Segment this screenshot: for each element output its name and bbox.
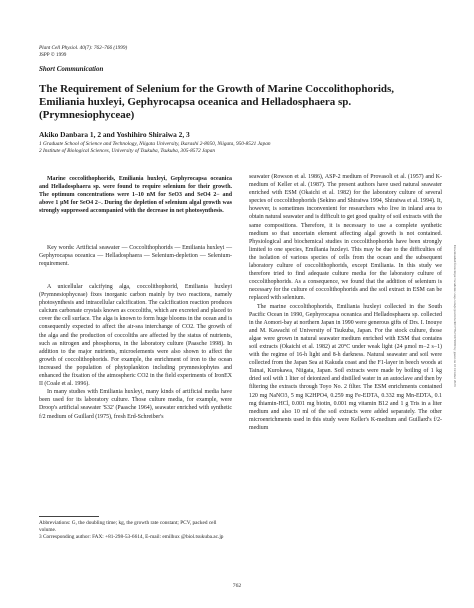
affiliations: [39, 141, 271, 155]
right-paragraph-2: The marine coccolithophorids, Emiliania huxleyi collected in the South Pacific Ocean in 1990, Gephyrocapsa oceanica and Helladosphaera sp. collected in the Aomori-bay at northern Japan in 1990 were generous gifts of Drs. I. Inouye and M. Kawachi of University of Tsukuba, Japan. For the stock culture, those algae were grown in natural seawater medium enriched with ESM that contains soil extracts (Okaichi et al. 1982) at 20°C under weak light (24 μmol m−2 s−1) with the regime of 16-h light and 8-h darkness. Natural seawater and soil were collected from the Japan Sea at Kakuda coast and the F1-layer in beech woods at Tainai, Kurokawa, Niigata, Japan. Soil extracts were made by boiling of 1 kg dried soil with 1 liter of deionized and distilled water in an autoclave and then by filtering the extracts through Toyo No. 2 filter. The ESM enrichments contained 120 mg NaNO3, 5 mg K2HPO4, 0.259 mg Fe-EDTA, 0.332 mg Mn-EDTA, 0.1 mg thiamin-HCl, 0.001 mg biotin, 0.001 mg vitamin B12 and 1 g Tris in a liter medium and also 10 ml of the soil extracts were added separately. The other microenrichments used in this study were Keller's K-medium and Guillard's f/2-medium: [249, 303, 442, 431]
journal-citation: Plant Cell Physiol. 40(7): 762–766 (1999): [39, 45, 128, 51]
keywords-text: Key words: Artificial seawater — Coccolithophorids — Emiliania huxleyi — Gephyrocapsa oceanica — Helladosphaera — Selenium-depletion — Selenium-requirement.: [39, 245, 232, 268]
affiliation-1: 1 Graduate School of Science and Technology, Niigata University, Ikarashi 2-8050, Niigata, 950-8521 Japan: [39, 141, 271, 147]
intro-paragraph-2: In many studies with Emiliania huxleyi, many kinds of artificial media have been used for its laboratory culture. Those culture media, for example, were Droop's artificial seawater 'S32' (Paasche 1964), seawater enriched with synthetic f/2 medium of Guillard (1975), fresh Erd-Schreiber's: [39, 389, 232, 420]
abstract-text: Marine coccolithophorids, Emiliania huxleyi, Gephyrocapsa oceanica and Helladosphaera sp. were found to require selenium for their growth. The optimum concentrations were 1–10 nM for SeO3 and SeO4 2− and above 1 μM for SeO4 2−. During the depletion of selenium algal growth was strongly suppressed accompanied with the decrease in net photosynthesis.: [39, 176, 232, 215]
keywords: [39, 244, 232, 268]
footnote-abbreviations: Abbreviations: G, the doubling time; kg, the growth rate constant; PCV, packed cell volume.: [39, 520, 217, 534]
download-watermark: Downloaded from https://academic.oup.com/pcp/article/40/7/762/1874589 by guest on 10 October 2023: [453, 245, 457, 387]
intro-paragraph-1: A unicellular calcifying alga, coccolithophorid, Emiliania huxleyi (Prymnesiophyceae) fixes inorganic carbon mainly by two reactions, namely photosynthesis and intracellular calcification. The calcification reaction produces calcium carbonate crystals known as coccoliths, which are excreted and placed to cover the cell surface. The alga is known to form huge blooms in the ocean and is consequently expected to affect the air-sea interchange of CO2. The growth of the alga and the production of coccoliths are affected by the status of nutrients, such as nitrogen and phosphorus, in the laboratory culture (Paasche 1998). In addition to the major nutrients, microelements were also shown to affect the growth of coccolithophorids. For example, the enrichment of iron to the ocean increased the population of phytoplankton including prymnesiophytes and enhanced the fixation of the atmospheric CO2 in the field experiments of IronEX II (Coale et al. 1996).: [39, 284, 232, 388]
introduction: [39, 283, 232, 421]
footnotes: [39, 520, 232, 542]
affiliation-2: 2 Institute of Biological Sciences, University of Tsukuba, Tsukuba, 305-8572 Japan: [39, 148, 216, 154]
footnote-divider: [39, 516, 99, 517]
author-line: Akiko Danbara 1, 2 and Yoshihiro Shiraiwa 2, 3: [39, 130, 190, 139]
paper-title: The Requirement of Selenium for the Growth of Marine Coccolithophorids, Emiliania huxleyi, Gephyrocapsa oceanica and Helladosphaera sp. (Prymnesiophyceae): [39, 83, 395, 121]
footnote-corresponding-author: 3 Corresponding author: FAX: +81-298-53-6614, E-mail: emilhux @biol.tsukuba.ac.jp: [39, 534, 224, 541]
page-number: 762: [232, 583, 242, 589]
right-paragraph-1: seawater (Rowson et al. 1986), ASP-2 medium of Provasoli et al. (1957) and K-medium of Keller et al. (1987). The present authors have used natural seawater enriched with ESM (Okaichi et al. 1982) for the laboratory culture of several species of coccolithophorids (Sekino and Shiraiwa 1994, Shiraiwa et al. 1994). It, however, is sometimes inconvenient for researchers who live in inland area to obtain natural seawater and is difficult to get good quality of soil extracts with the same compositions. Therefore, it is necessary to use a complete synthetic medium so that uncertain element affecting algal growth is not contained. Physiological and biochemical studies in coccolithophorids have been strongly limited to one species, Emiliania huxleyi. This may be due to the difficulties of the isolation of various species of cells from the ocean and the subsequent laboratory culture of coccolithophorids, except Emiliania. In this study we therefore tried to find adequate culture media for the laboratory culture of coccolithophorids. As a consequence, we found that the addition of selenium is necessary for the culture of coccolithophorids and the soil extract in ESM can be replaced with selenium.: [249, 174, 442, 302]
journal-copyright: JSPP © 1999: [39, 52, 67, 58]
right-column: [249, 173, 442, 432]
journal-header: [39, 45, 127, 59]
section-heading: Short Communication: [39, 65, 104, 73]
abstract: [39, 175, 232, 215]
